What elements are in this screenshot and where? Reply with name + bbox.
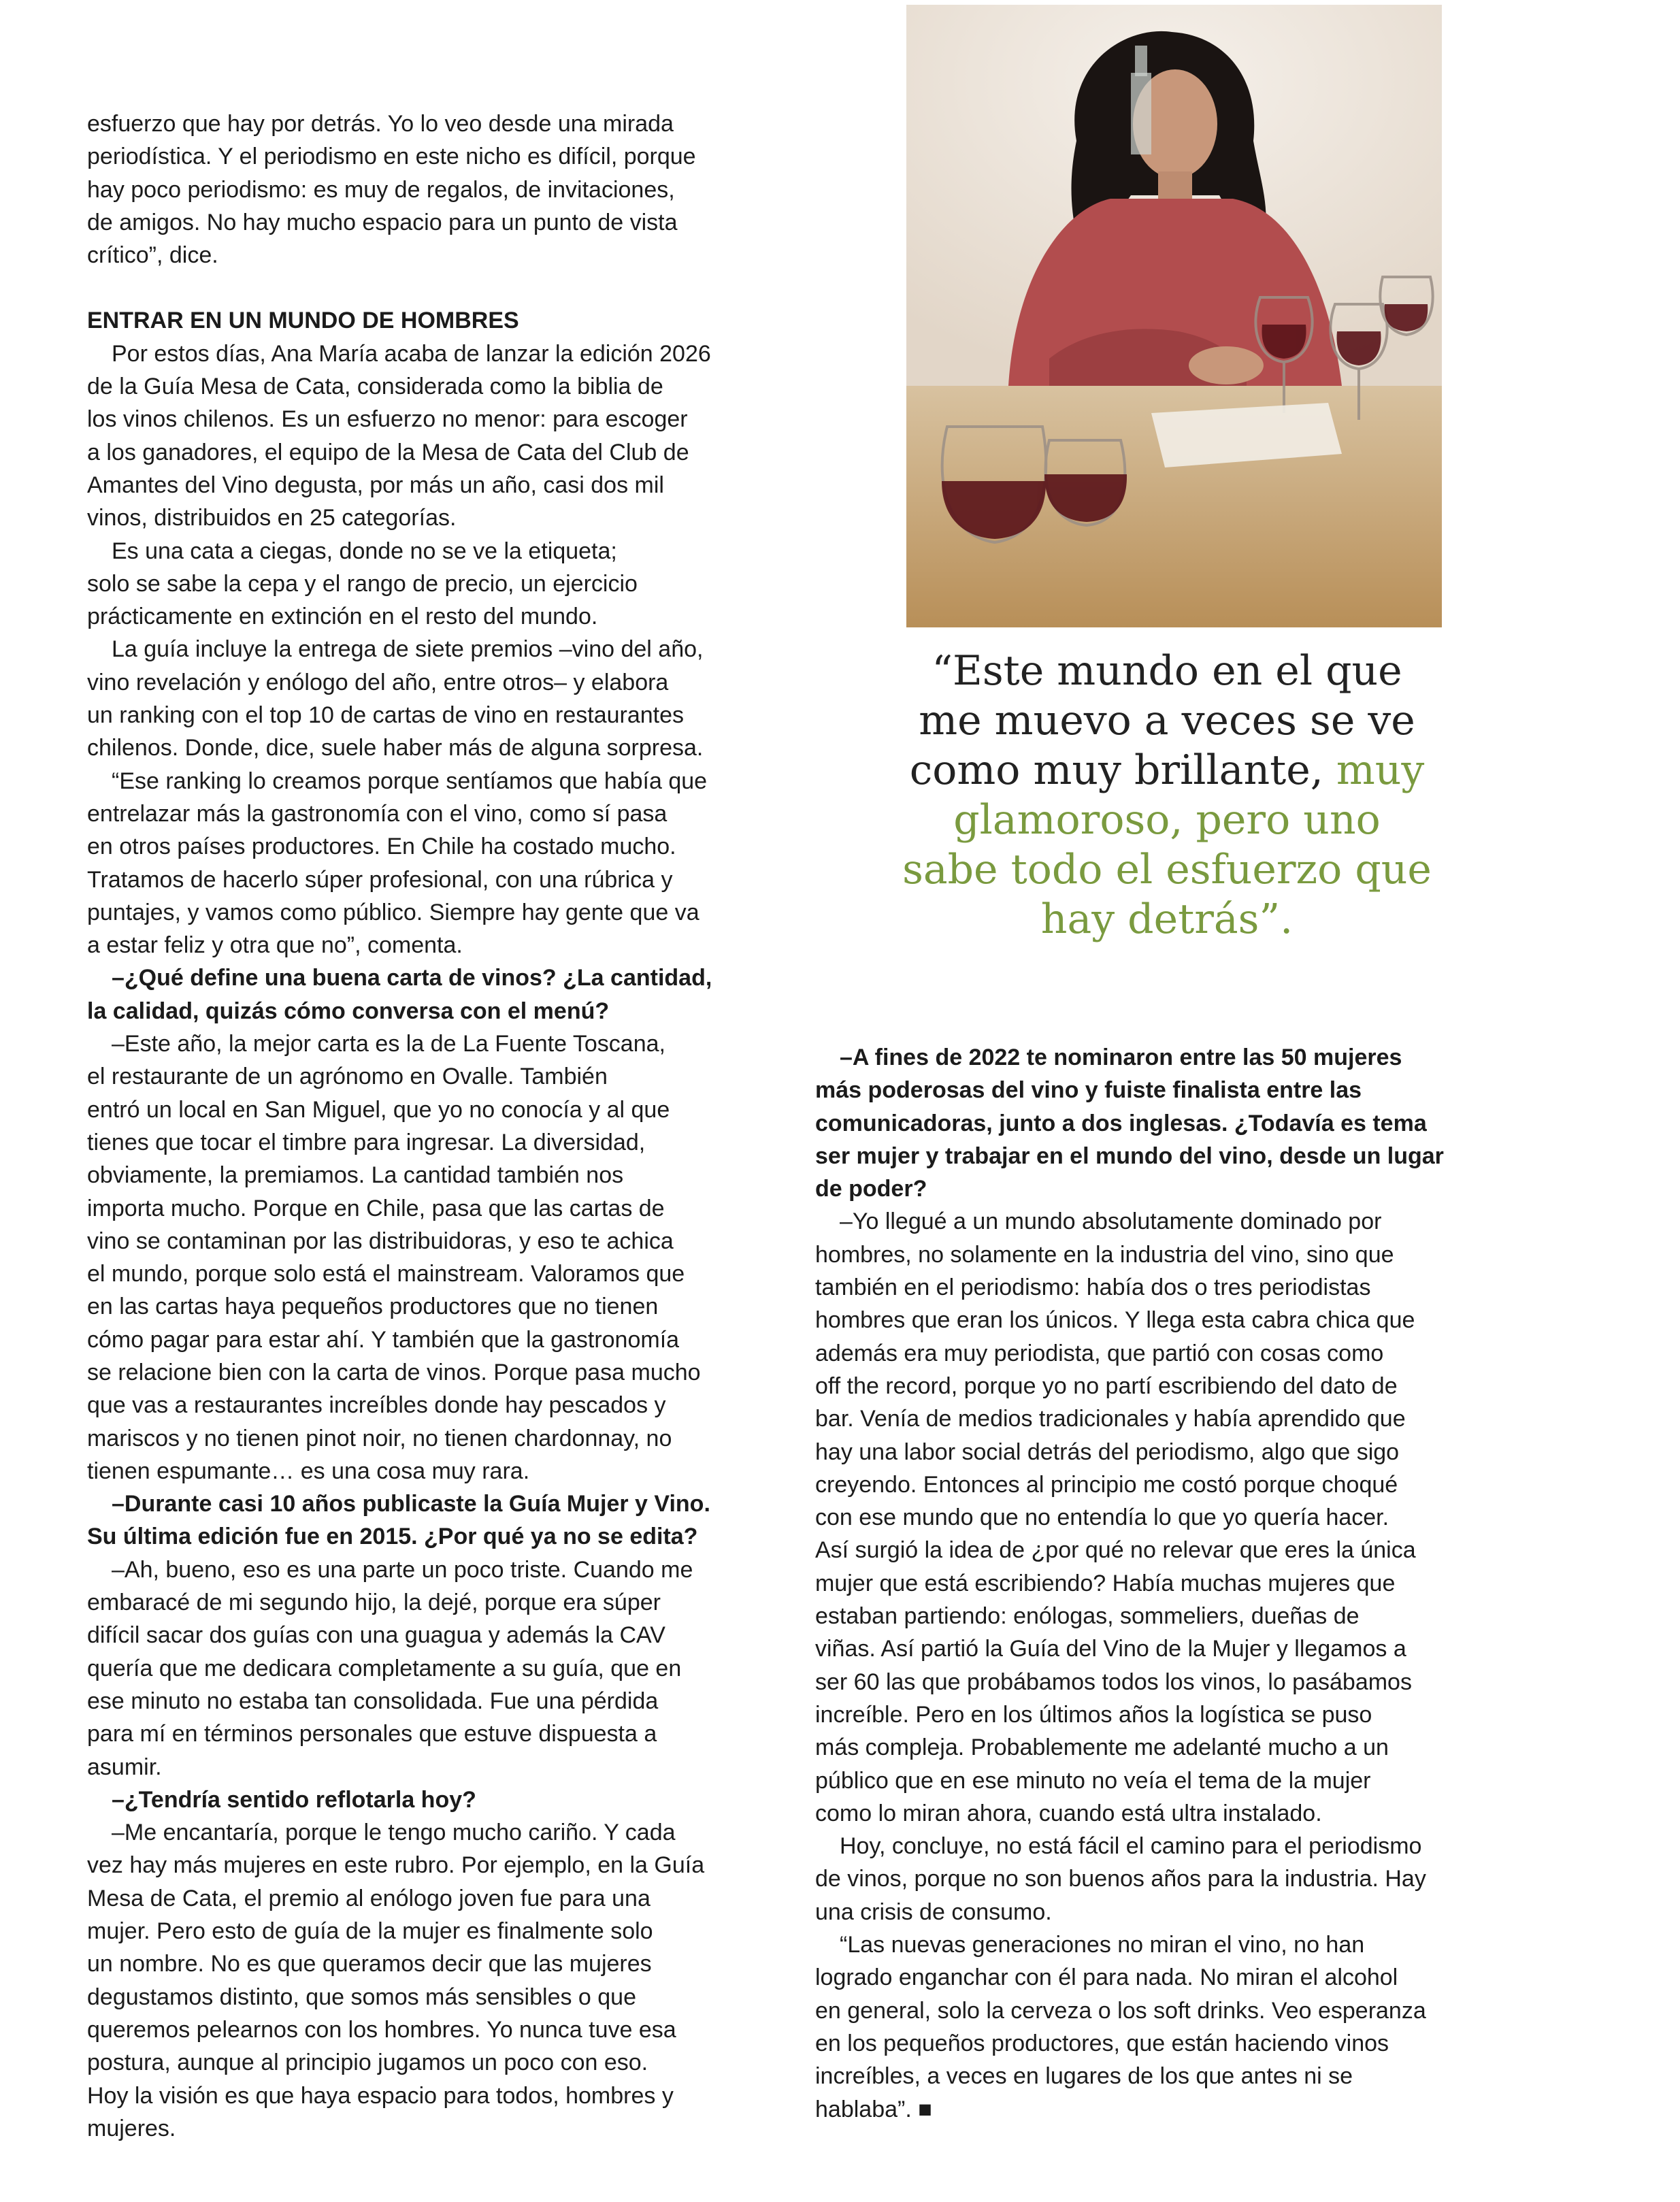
text-line: creyendo. Entonces al principio me costó porque choqué [815,1471,1398,1498]
text-line: –Este año, la mejor carta es la de La Fuente Toscana, [112,1031,665,1057]
pull-quote [885,646,1449,944]
text-line: esfuerzo que hay por detrás. Yo lo veo desde una mirada [87,111,674,137]
text-line: Así surgió la idea de ¿por qué no relevar que eres la única [815,1537,1416,1564]
text-line: que vas a restaurantes increíbles donde hay pescados y [87,1392,666,1419]
text-line: increíbles, a veces en lugares de los que antes ni se [815,2063,1353,2090]
quote-line [885,845,1449,895]
heading-line: –A fines de 2022 te nominaron entre las 50 mujeres [840,1045,1402,1070]
quote-text: “Este mundo en el que [932,647,1402,695]
text-line: “Ese ranking lo creamos porque sentíamos que había que [112,768,708,794]
text-line: vino se contaminan por las distribuidoras, y eso te achica [87,1228,674,1254]
text-line: en los pequeños productores, que están haciendo vinos [815,2030,1389,2056]
left-column [87,108,802,2145]
text-line: mujer que está escribiendo? Había muchas mujeres que [815,1570,1396,1596]
text-line: vinos, distribuidos en 25 categorías. [87,505,457,531]
text-line: bar. Venía de medios tradicionales y había aprendido que [815,1406,1406,1432]
text-line: tienen espumante… es una cosa muy rara. [87,1458,530,1484]
quote-line [885,895,1449,944]
text-line: el mundo, porque solo está el mainstream. Valoramos que [87,1261,685,1287]
text-line: un ranking con el top 10 de cartas de vino en restaurantes [87,702,685,729]
text-line: de la Guía Mesa de Cata, considerada como la biblia de [87,374,663,400]
text-line: Es una cata a ciegas, donde no se ve la etiqueta; [112,538,617,564]
text-line: mujeres. [87,2115,176,2141]
heading-line: –¿Qué define una buena carta de vinos? ¿La cantidad, [112,965,712,991]
text-line: se relacione bien con la carta de vinos. Porque pasa mucho [87,1359,701,1385]
text-line: prácticamente en extinción en el resto del mundo. [87,604,598,630]
text-line: los vinos chilenos. Es un esfuerzo no menor: para escoger [87,406,688,433]
portrait-photo [906,5,1442,627]
quote-line [885,795,1449,845]
text-line: también en el periodismo: había dos o tres periodistas [815,1275,1371,1301]
text-line: en general, solo la cerveza o los soft drinks. Veo esperanza [815,1997,1426,2024]
heading-line: la calidad, quizás cómo conversa con el menú? [87,998,610,1024]
text-line: obviamente, la premiamos. La cantidad también nos [87,1162,624,1189]
quote-line [885,746,1449,795]
heading-line: más poderosas del vino y fuiste finalista entre las [815,1077,1362,1104]
quote-accent-text: hay detrás”. [1040,895,1294,943]
text-line: Por estos días, Ana María acaba de lanzar la edición 2026 [112,340,711,367]
text-line: degustamos distinto, que somos más sensibles o que [87,1984,637,2010]
heading-line: ser mujer y trabajar en el mundo del vino, desde un lugar [815,1143,1444,1169]
text-line: una crisis de consumo. [815,1899,1052,1925]
quote-text: como muy brillante, [909,746,1336,794]
text-line: postura, aunque al principio jugamos un poco con eso. [87,2050,648,2076]
text-line: hombres, no solamente en la industria del vino, sino que [815,1241,1394,1268]
text-line: viñas. Así partió la Guía del Vino de la Mujer y llegamos a [815,1636,1406,1662]
text-line: de vinos, porque no son buenos años para la industria. Hay [815,1866,1426,1892]
text-line: off the record, porque yo no partí escribiendo del dato de [815,1373,1398,1399]
text-line: tienes que tocar el timbre para ingresar. La diversidad, [87,1129,646,1155]
text-line: –Me encantaría, porque le tengo mucho cariño. Y cada [112,1820,676,1846]
quote-line [885,696,1449,746]
quote-accent-text: muy [1336,746,1425,794]
text-line: mujer. Pero esto de guía de la mujer es finalmente solo [87,1918,653,1945]
text-line: mariscos y no tienen pinot noir, no tienen chardonnay, no [87,1425,672,1451]
text-line: logrado enganchar con él para nada. No miran el alcohol [815,1965,1398,1991]
text-line: embaracé de mi segundo hijo, la dejé, porque era súper [87,1590,661,1616]
heading-line: Su última edición fue en 2015. ¿Por qué ya no se edita? [87,1524,698,1550]
heading-line: –¿Tendría sentido reflotarla hoy? [112,1786,476,1813]
text-line: cómo pagar para estar ahí. Y también que la gastronomía [87,1326,680,1353]
heading-line: ENTRAR EN UN MUNDO DE HOMBRES [87,308,519,334]
text-line: periodística. Y el periodismo en este nicho es difícil, porque [87,144,696,170]
text-line: hay poco periodismo: es muy de regalos, de invitaciones, [87,176,675,203]
text-line: –Ah, bueno, eso es una parte un poco triste. Cuando me [112,1556,693,1583]
text-line: hombres que eran los únicos. Y llega esta cabra chica que [815,1307,1415,1334]
text-line: en las cartas haya pequeños productores que no tienen [87,1294,659,1320]
heading-line: comunicadoras, junto a dos inglesas. ¿Todavía es tema [815,1110,1427,1136]
text-line: a los ganadores, el equipo de la Mesa de Cata del Club de [87,439,689,465]
paragraph-gap [87,272,802,304]
text-line: Tratamos de hacerlo súper profesional, con una rúbrica y [87,866,673,893]
text-line: más compleja. Probablemente me adelanté mucho a un [815,1735,1389,1761]
text-line: La guía incluye la entrega de siete premios –vino del año, [112,636,704,663]
text-line: difícil sacar dos guías con una guagua y además la CAV [87,1622,665,1649]
text-line: entrelazar más la gastronomía con el vino, como sí pasa [87,800,668,827]
text-line: increíble. Pero en los últimos años la logística se puso [815,1701,1372,1728]
text-line: queremos pelearnos con los hombres. Yo nunca tuve esa [87,2016,676,2043]
text-line: Hoy la visión es que haya espacio para todos, hombres y [87,2082,674,2109]
text-line: “Las nuevas generaciones no miran el vino, no han [840,1932,1365,1958]
text-line: el restaurante de un agrónomo en Ovalle. También [87,1064,608,1090]
text-line: hay una labor social detrás del periodismo, algo que sigo [815,1439,1400,1465]
text-line: estaban partiendo: enólogas, sommeliers, dueñas de [815,1603,1360,1630]
text-line: ese minuto no estaba tan consolidada. Fue una pérdida [87,1688,659,1714]
text-line: Hoy, concluye, no está fácil el camino para el periodismo [840,1833,1422,1860]
quote-accent-text: glamoroso, pero uno [953,796,1381,844]
quote-line [885,646,1449,696]
text-line: Amantes del Vino degusta, por más un año, casi dos mil [87,472,664,498]
text-line: vez hay más mujeres en este rubro. Por ejemplo, en la Guía [87,1852,705,1879]
text-line: –Yo llegué a un mundo absolutamente dominado por [840,1209,1382,1235]
text-line: vino revelación y enólogo del año, entre otros– y elabora [87,669,669,695]
text-line: quería que me dedicara completamente a su guía, que en [87,1655,682,1681]
text-line: de amigos. No hay mucho espacio para un punto de vista [87,209,678,235]
text-line: hablaba”. ■ [815,2096,932,2122]
right-column [815,1041,1523,2126]
text-line: entró un local en San Miguel, que yo no conocía y al que [87,1096,670,1123]
text-line: con ese mundo que no entendía lo que yo quería hacer. [815,1505,1389,1531]
text-line: un nombre. No es que queramos decir que las mujeres [87,1951,652,1977]
text-line: como lo miran ahora, cuando está ultra instalado. [815,1800,1322,1826]
text-line: crítico”, dice. [87,242,218,269]
text-line: a estar feliz y otra que no”, comenta. [87,932,463,959]
text-line: solo se sabe la cepa y el rango de precio, un ejercicio [87,570,638,597]
text-line: en otros países productores. En Chile ha costado mucho. [87,834,676,860]
text-line: público que en ese minuto no veía el tema de la mujer [815,1767,1371,1794]
text-line: Mesa de Cata, el premio al enólogo joven fue para una [87,1885,650,1911]
heading-line: de poder? [815,1176,927,1202]
text-line: ser 60 las que probábamos todos los vinos, lo pasábamos [815,1669,1412,1695]
heading-line: –Durante casi 10 años publicaste la Guía Mujer y Vino. [112,1491,710,1517]
text-line: chilenos. Donde, dice, suele haber más de alguna sorpresa. [87,735,704,761]
quote-text: me muevo a veces se ve [919,697,1415,744]
text-line: importa mucho. Porque en Chile, pasa que las cartas de [87,1195,665,1221]
text-line: puntajes, y vamos como público. Siempre hay gente que va [87,899,699,925]
text-line: asumir. [87,1754,162,1780]
text-line: además era muy periodista, que partió con cosas como [815,1340,1384,1366]
quote-accent-text: sabe todo el esfuerzo que [902,846,1432,893]
text-line: para mí en términos personales que estuve dispuesta a [87,1721,657,1747]
